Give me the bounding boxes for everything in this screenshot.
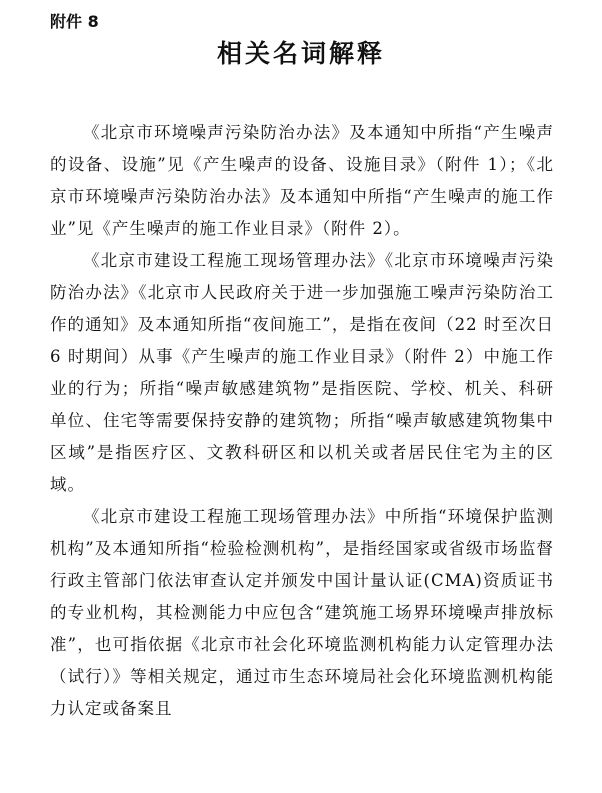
paragraph-2: 《北京市建设工程施工现场管理办法》《北京市环境噪声污染防治办法》《北京市人民政府关于进一步加强施工噪声污染防治工作的通知》及本通知所指“夜间施工”，是指在夜间（22 时至次日 6 时期间）从事《产生噪声的施工作业目录》（附件 2）中施工作业的行为；所指“噪声敏感建筑物”是指医院、学校、机关、科研单位、住宅等需要保持安静的建筑物；所指“噪声敏感建筑物集中区域”是指医疗区、文教科研区和以机关或者居民住宅为主的区域。 (50, 251, 554, 494)
page-title: 相关名词解释 (216, 39, 385, 68)
document-body (50, 117, 554, 725)
paragraph-1: 《北京市环境噪声污染防治办法》及本通知中所指“产生噪声的设备、设施”见《产生噪声的设备、设施目录》（附件 1）；《北京市环境噪声污染防治办法》及本通知中所指“产生噪声的施工作业”见《产生噪声的施工作业目录》（附件 2）。 (50, 123, 554, 238)
paragraph-3: 《北京市建设工程施工现场管理办法》中所指“环境保护监测机构”及本通知所指“检验检测机构”，是指经国家或省级市场监督行政主管部门依法审查认定并颁发中国计量认证(CMA)资质证书的专业机构，其检测能力中应包含“建筑施工场界环境噪声排放标准”，也可指依据《北京市社会化环境监测机构能力认定管理办法（试行）》等相关规定，通过市生态环境局社会化环境监测机构能力认定或备案且 (50, 507, 554, 718)
attachment-label: 附件 8 (50, 12, 99, 31)
